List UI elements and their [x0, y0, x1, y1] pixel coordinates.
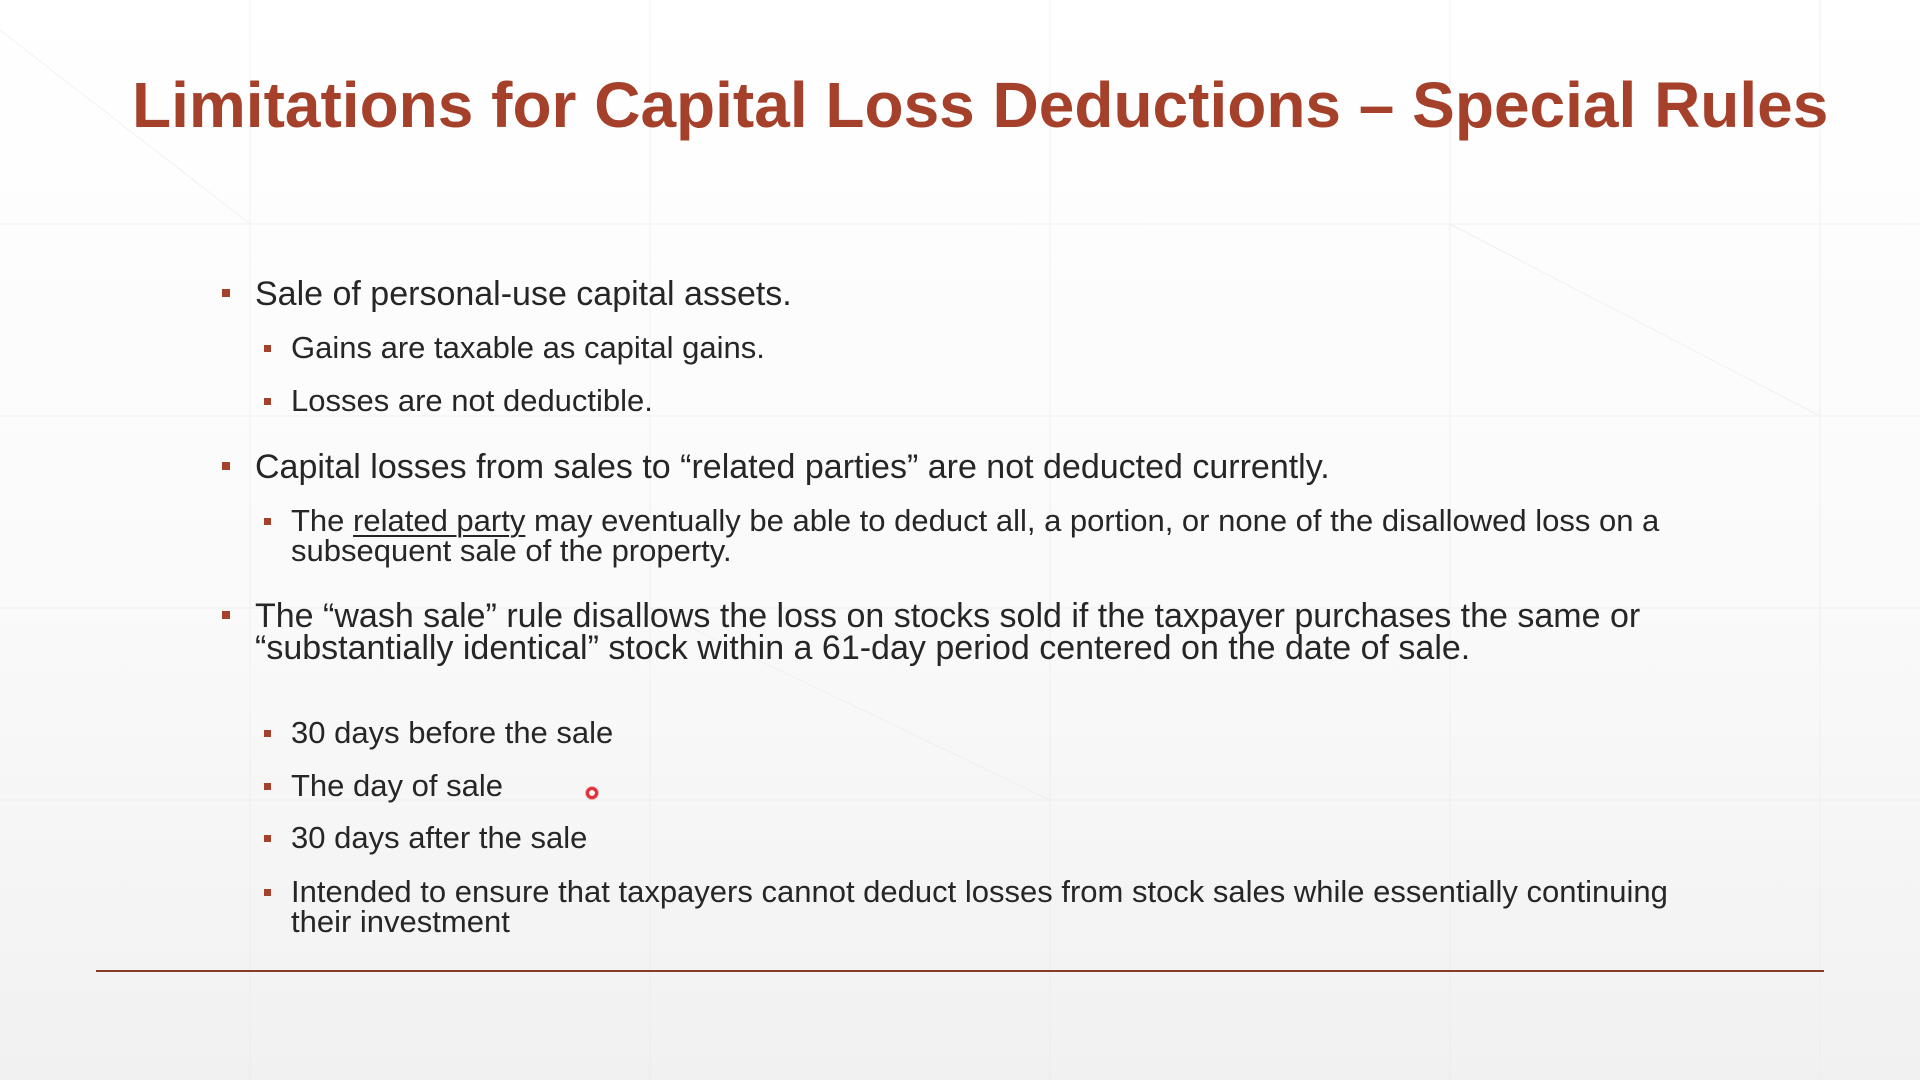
- bullet-marker-icon: [264, 345, 271, 352]
- bullet-marker-icon: [264, 730, 271, 737]
- sub-bullet-text: The day of sale: [291, 768, 503, 803]
- bullet-marker-icon: [264, 783, 271, 790]
- sub-bullet-item: [291, 820, 1691, 855]
- sub-bullet-text: 30 days before the sale: [291, 715, 614, 750]
- bullet-marker-icon: [264, 398, 271, 405]
- sub-bullet-text: Intended to ensure that taxpayers cannot deduct losses from stock sales while essentially continuing their investment: [291, 874, 1668, 939]
- bullet-item: [255, 448, 1695, 486]
- bullet-text: The “wash sale” rule disallows the loss on stocks sold if the taxpayer purchases the same or “substantially identical” stock within a 61-day period centered on the date of sale.: [255, 597, 1641, 667]
- bullet-marker-icon: [264, 518, 271, 525]
- bullet-text: Capital losses from sales to “related parties” are not deducted currently.: [255, 448, 1330, 486]
- bullet-marker-icon: [222, 289, 230, 297]
- sub-bullet-text-post: may eventually be able to deduct all, a portion, or none of the disallowed loss on a subsequent sale of the property.: [291, 503, 1660, 568]
- sub-bullet-text: 30 days after the sale: [291, 820, 588, 855]
- bullet-marker-icon: [264, 835, 271, 842]
- sub-bullet-item: [291, 768, 1691, 803]
- bullet-text: Sale of personal-use capital assets.: [255, 275, 792, 313]
- sub-bullet-text-pre: The: [291, 503, 354, 538]
- bullet-marker-icon: [222, 462, 230, 470]
- footer-divider: [96, 970, 1824, 972]
- sub-bullet-item: [291, 383, 1691, 418]
- sub-bullet-text: Losses are not deductible.: [291, 383, 653, 418]
- slide-title: Limitations for Capital Loss Deductions – Special Rules: [132, 69, 1829, 141]
- bullet-marker-icon: [264, 889, 271, 896]
- related-party-term: related party: [353, 503, 526, 538]
- bullet-item: [255, 597, 1695, 667]
- bullet-item: [255, 275, 1695, 313]
- sub-bullet-item: [291, 715, 1691, 750]
- laser-pointer-icon: [585, 786, 599, 800]
- sub-bullet-item: [291, 503, 1691, 568]
- sub-bullet-text: Gains are taxable as capital gains.: [291, 330, 765, 365]
- sub-bullet-item: [291, 330, 1691, 365]
- sub-bullet-item: [291, 874, 1691, 939]
- bullet-marker-icon: [222, 611, 230, 619]
